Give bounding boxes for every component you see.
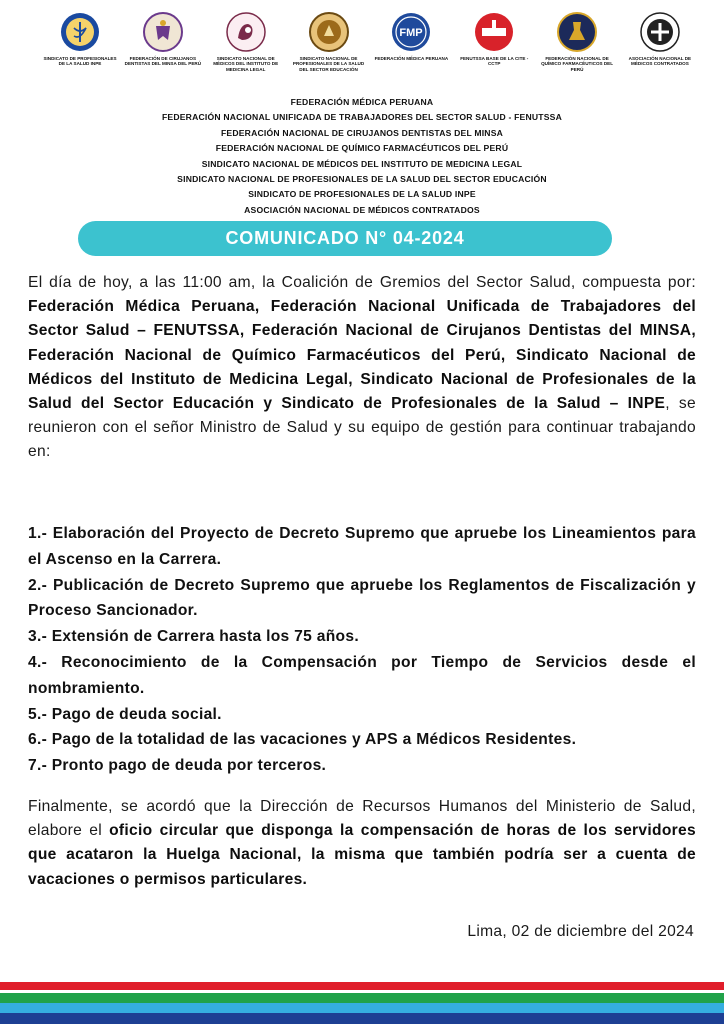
logo-caption: SINDICATO NACIONAL DE MÉDICOS DEL INSTITUTO DE MEDICINA LEGAL: [213, 56, 279, 72]
educacion-seal-icon: [309, 12, 349, 52]
footer-stripe-light-blue: [0, 1003, 724, 1013]
organization-name: SINDICATO NACIONAL DE PROFESIONALES DE LA SALUD DEL SECTOR EDUCACIÓN: [177, 173, 547, 184]
logo-caption: FENUTSSA BASE DE LA CITE - CCTP: [460, 56, 529, 67]
list-item: 4.- Reconocimiento de la Compensación por Tiempo de Servicios desde el nombramiento.: [28, 653, 696, 697]
organizations-header: [0, 95, 724, 218]
organization-name: ASOCIACIÓN NACIONAL DE MÉDICOS CONTRATADOS: [244, 204, 480, 215]
organization-name: FEDERACIÓN NACIONAL DE QUÍMICO FARMACÉUTICOS DEL PERÚ: [215, 143, 509, 154]
list-item: 2.- Publicación de Decreto Supremo que apruebe los Reglamentos de Fiscalización y Proceso Sancionador.: [28, 576, 696, 620]
intro-tail: , se reunieron con el señor Ministro de Salud y su equipo de gestión para continuar trabajando en:: [28, 395, 696, 461]
footer-stripe-blue: [0, 1013, 724, 1024]
closing-paragraph: [28, 795, 696, 892]
logo-caption: ASOCIACIÓN NACIONAL DE MÉDICOS CONTRATADOS: [628, 56, 692, 67]
logo-educacion: [289, 12, 369, 92]
logo-caption: FEDERACIÓN MÉDICA PERUANA: [374, 56, 449, 61]
logos-row: [40, 12, 700, 92]
footer-stripe-green: [0, 993, 724, 1003]
intro-lead: El día de hoy, a las 11:00 am, la Coalición de Gremios del Sector Salud, compuesta por:: [28, 274, 696, 291]
agenda-list: [28, 521, 696, 779]
logo-fenutssa: [454, 12, 534, 92]
logo-quimico: [537, 12, 617, 92]
list-item: 3.- Extensión de Carrera hasta los 75 años.: [28, 628, 359, 646]
quimico-seal-icon: [557, 12, 597, 52]
logo-anmeco: [620, 12, 700, 92]
anmeco-seal-icon: [640, 12, 680, 52]
list-item: 7.- Pronto pago de deuda por terceros.: [28, 757, 327, 775]
inpe-seal-icon: [60, 12, 100, 52]
organization-name: FEDERACIÓN MÉDICA PERUANA: [290, 97, 434, 107]
organization-name: SINDICATO NACIONAL DE MÉDICOS DEL INSTITUTO DE MEDICINA LEGAL: [201, 158, 523, 169]
intro-organizations: Federación Médica Peruana, Federación Nacional Unificada de Trabajadores del Sector Salud – FENUTSSA, Federación Nacional de Cirujanos Dentistas del MINSA, Federación Nacional de Químico Farmacéuticos del Perú, Sindicato Nacional de Médicos del Instituto de Medicina Legal, Sindicato Nacional de Profesionales de la Salud del Sector Educación y Sindicato de Profesionales de la Salud – INPE: [28, 298, 696, 413]
logo-caption: SINDICATO DE PROFESIONALES DE LA SALUD INPE: [43, 56, 117, 67]
logo-inpe: [40, 12, 120, 92]
organization-name: SINDICATO DE PROFESIONALES DE LA SALUD INPE: [248, 189, 476, 200]
logo-medicina-legal: [206, 12, 286, 92]
logo-fmp: [371, 12, 451, 92]
footer-stripe-red: [0, 982, 724, 990]
medicina-legal-seal-icon: [226, 12, 266, 52]
closing-lead: Finalmente, se acordó que la Dirección de Recursos Humanos del Ministerio de Salud, elabore el: [28, 798, 696, 840]
organization-name: FEDERACIÓN NACIONAL DE CIRUJANOS DENTISTAS DEL MINSA: [220, 127, 504, 138]
list-item: 5.- Pago de deuda social.: [28, 705, 222, 723]
logo-caption: SINDICATO NACIONAL DE PROFESIONALES DE LA SALUD DEL SECTOR EDUCACIÓN: [292, 56, 365, 72]
closing-agreement: oficio circular que disponga la compensación de horas de los servidores que acataron la Huelga Nacional, la misma que también podría ser a cuenta de vacaciones o permisos particulares.: [28, 822, 696, 888]
organization-name: FEDERACIÓN NACIONAL UNIFICADA DE TRABAJADORES DEL SECTOR SALUD - FENUTSSA: [161, 112, 563, 123]
logo-dentists: [123, 12, 203, 92]
fmp-logo-icon: [391, 12, 431, 52]
list-item: 6.- Pago de la totalidad de las vacaciones y APS a Médicos Residentes.: [28, 731, 577, 749]
fenutssa-logo-icon: [474, 12, 514, 52]
document-date: Lima, 02 de diciembre del 2024: [467, 923, 694, 940]
intro-paragraph: [28, 271, 696, 465]
list-item: 1.- Elaboración del Proyecto de Decreto Supremo que apruebe los Lineamientos para el Ascenso en la Carrera.: [28, 525, 696, 568]
logo-caption: FEDERACIÓN DE CIRUJANOS DENTISTAS DEL MINSA DEL PERÚ: [124, 56, 202, 67]
dentist-seal-icon: [143, 12, 183, 52]
communique-title: COMUNICADO N° 04-2024: [78, 221, 612, 256]
svg-text:FMP: FMP: [399, 27, 423, 39]
logo-caption: FEDERACIÓN NACIONAL DE QUÍMICO FARMACÉUTICOS DEL PERÚ: [541, 56, 614, 72]
